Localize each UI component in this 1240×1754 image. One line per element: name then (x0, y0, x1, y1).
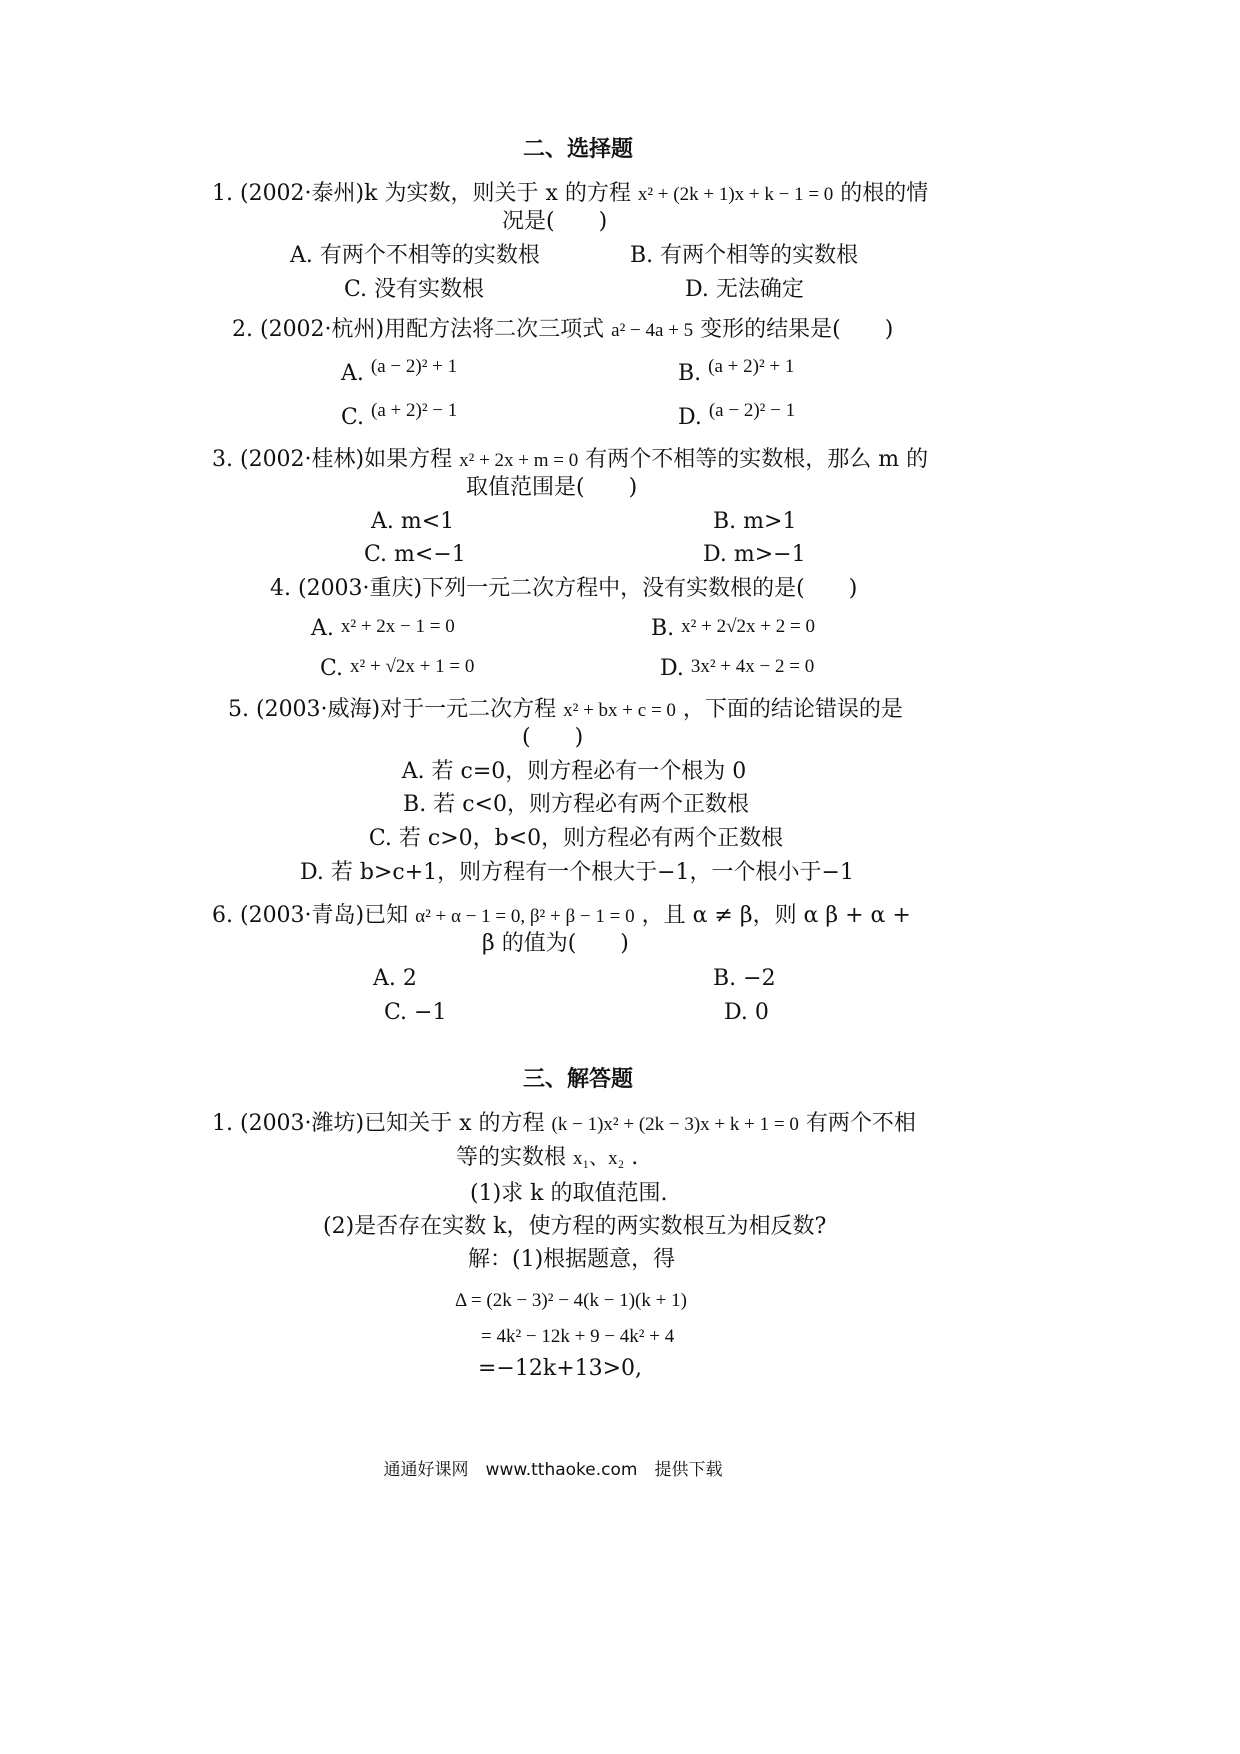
q4-stem: 4. (2003·重庆)下列一元二次方程中，没有实数根的是( ) (270, 576, 858, 601)
q3-line2: 取值范围是( ) (466, 475, 638, 500)
q5-suffix: ，下面的结论错误的是 (682, 697, 903, 722)
q3-suffix: 有两个不相等的实数根，那么 m 的 (585, 447, 929, 472)
q2-equation: a² − 4a + 5 (611, 320, 694, 341)
q1-equation: x² + (2k + 1)x + k − 1 = 0 (637, 184, 834, 205)
aq1-solution-intro: 解：(1)根据题意，得 (468, 1247, 676, 1272)
q6-option-a: A. 2 (373, 966, 417, 991)
q4-option-a (311, 615, 455, 644)
q2-prefix: 2. (2002·杭州)用配方法将二次三项式 (232, 317, 605, 342)
aq1-step3: =−12k+13>0, (478, 1356, 643, 1381)
q5-line2: ( ) (522, 725, 584, 750)
q2-option-d-label: D. (678, 405, 702, 430)
q6-equation: α² + α − 1 = 0, β² + β − 1 = 0 (415, 906, 635, 927)
section-title-choice: 二、选择题 (522, 137, 634, 162)
q3-prefix: 3. (2002·桂林)如果方程 (212, 447, 453, 472)
q3-line1 (212, 446, 928, 475)
aq1-step1: Δ = (2k − 3)² − 4(k − 1)(k + 1) (455, 1290, 687, 1311)
q2-option-b-label: B. (678, 361, 702, 386)
q4-option-d (660, 655, 814, 684)
q2-suffix: 变形的结果是( ) (700, 317, 894, 342)
q2-option-d-eq: (a − 2)² − 1 (708, 400, 796, 421)
section-title-answer: 三、解答题 (522, 1067, 634, 1092)
q4-option-c-eq: x² + √2x + 1 = 0 (350, 656, 475, 677)
q4-option-a-label: A. (311, 616, 334, 641)
q2-option-d (678, 400, 796, 433)
q6-line2: β 的值为( ) (482, 931, 629, 956)
q2-option-c-label: C. (341, 405, 365, 430)
q3-option-c: C. m<−1 (364, 542, 466, 567)
aq1-part1: (1)求 k 的取值范围. (470, 1181, 668, 1206)
q4-option-c-label: C. (320, 656, 344, 681)
q4-option-b (651, 615, 815, 644)
q1-line1 (212, 180, 928, 209)
q3-option-b: B. m>1 (713, 509, 797, 534)
q1-suffix: 的根的情 (840, 181, 929, 206)
q4-option-a-eq: x² + 2x − 1 = 0 (340, 616, 455, 637)
aq1-line1 (212, 1110, 916, 1139)
q5-equation: x² + bx + c = 0 (563, 700, 676, 721)
aq1-line2-prefix: 等的实数根 (456, 1145, 567, 1170)
q2-line1 (232, 316, 893, 345)
q2-option-b (678, 356, 795, 389)
q1-option-a: A. 有两个不相等的实数根 (290, 243, 540, 268)
aq1-suffix: 有两个不相 (805, 1111, 916, 1136)
aq1-step2: = 4k² − 12k + 9 − 4k² + 4 (481, 1326, 675, 1347)
q3-option-d: D. m>−1 (703, 542, 806, 567)
q5-option-d: D. 若 b>c+1，则方程有一个根大于−1，一个根小于−1 (300, 860, 854, 885)
q5-prefix: 5. (2003·威海)对于一元二次方程 (228, 697, 557, 722)
q1-option-c: C. 没有实数根 (344, 277, 485, 302)
q5-line1 (228, 696, 903, 725)
q2-option-c (341, 400, 458, 433)
q2-option-b-eq: (a + 2)² + 1 (708, 356, 795, 377)
q1-option-b: B. 有两个相等的实数根 (630, 243, 859, 268)
q1-line2: 况是( ) (502, 209, 608, 234)
q1-prefix: 1. (2002·泰州)k 为实数，则关于 x 的方程 (212, 181, 631, 206)
aq1-part2: (2)是否存在实数 k，使方程的两实数根互为相反数? (323, 1214, 827, 1239)
q1-option-d: D. 无法确定 (685, 277, 804, 302)
q2-option-a-label: A. (341, 361, 364, 386)
q6-option-d: D. 0 (724, 1000, 769, 1025)
q4-option-b-eq: x² + 2√2x + 2 = 0 (681, 616, 815, 637)
q5-option-c: C. 若 c>0，b<0，则方程必有两个正数根 (368, 826, 784, 851)
q2-option-a-eq: (a − 2)² + 1 (370, 356, 458, 377)
q6-option-c: C. −1 (384, 1000, 447, 1025)
q6-line1 (212, 902, 911, 931)
q5-option-a: A. 若 c=0，则方程必有一个根为 0 (401, 759, 747, 784)
q4-option-b-label: B. (651, 616, 675, 641)
aq1-prefix: 1. (2003·潍坊)已知关于 x 的方程 (212, 1111, 545, 1136)
q6-prefix: 6. (2003·青岛)已知 (212, 903, 409, 928)
q3-equation: x² + 2x + m = 0 (459, 450, 579, 471)
q4-option-d-eq: 3x² + 4x − 2 = 0 (690, 656, 815, 677)
aq1-roots: x₁、x₂ (573, 1148, 625, 1169)
q5-option-b: B. 若 c<0，则方程必有两个正数根 (403, 792, 749, 817)
q2-option-c-eq: (a + 2)² − 1 (371, 400, 458, 421)
q6-option-b: B. −2 (713, 966, 776, 991)
q4-option-d-label: D. (660, 656, 684, 681)
q2-option-a (341, 356, 458, 389)
page-footer: 通通好课网 www.tthaoke.com 提供下载 (383, 1460, 723, 1480)
aq1-equation: (k − 1)x² + (2k − 3)x + k + 1 = 0 (551, 1114, 799, 1135)
aq1-line2-suffix: . (631, 1145, 639, 1170)
q3-option-a: A. m<1 (371, 509, 455, 534)
q6-suffix: ，且 α ≠ β，则 α β + α + (641, 903, 911, 928)
q4-option-c (320, 655, 474, 684)
aq1-line2 (456, 1144, 638, 1173)
